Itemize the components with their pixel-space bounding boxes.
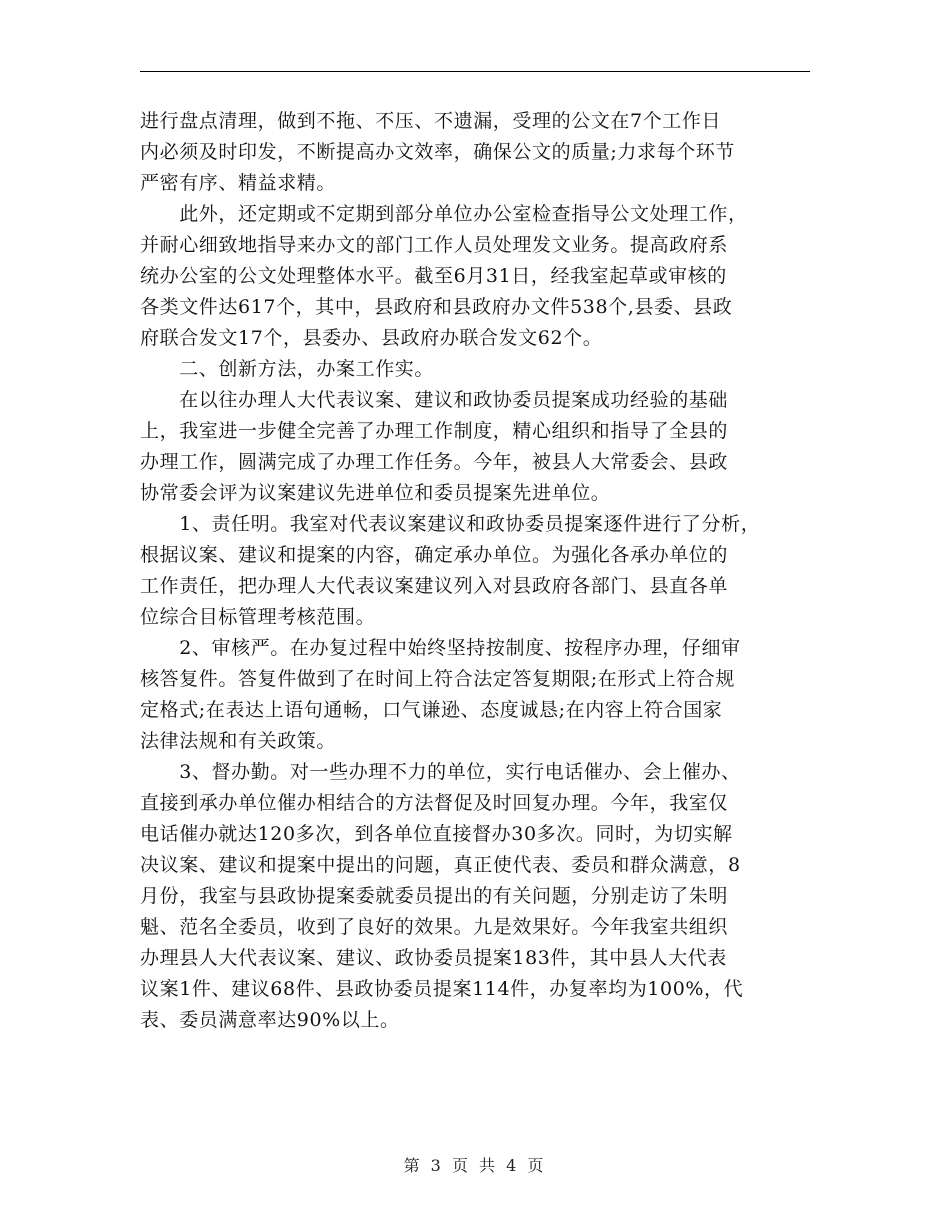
page-footer: 第 3 页 共 4 页 xyxy=(403,1156,547,1175)
text-line: 上，我室进一步健全完善了办理工作制度，精心组织和指导了全县的 xyxy=(140,420,729,442)
paragraph xyxy=(140,199,810,354)
text-line: 统办公室的公文处理整体水平。截至6月31日，经我室起草或审核的 xyxy=(140,265,727,287)
text-line: 内必须及时印发，不断提高办文效率，确保公文的质量;力求每个环节 xyxy=(140,141,736,163)
header-rule xyxy=(140,71,810,72)
text-line: 2、审核严。在办复过程中始终坚持按制度、按程序办理，仔细审 xyxy=(140,637,741,659)
paragraph xyxy=(140,633,810,757)
text-line: 魁、范名全委员，收到了良好的效果。九是效果好。今年我室共组织 xyxy=(140,916,729,938)
text-line: 月份，我室与县政协提案委就委员提出的有关问题，分别走访了朱明 xyxy=(140,885,729,907)
text-line: 办理县人大代表议案、建议、政协委员提案183件，其中县人大代表 xyxy=(140,947,727,969)
text-line: 直接到承办单位催办相结合的方法督促及时回复办理。今年，我室仅 xyxy=(140,792,729,814)
text-line: 3、督办勤。对一些办理不力的单位，实行电话催办、会上催办、 xyxy=(140,761,741,783)
text-line: 核答复件。答复件做到了在时间上符合法定答复期限;在形式上符合规 xyxy=(140,668,736,690)
text-line: 决议案、建议和提案中提出的问题，真正使代表、委员和群众满意，8 xyxy=(140,854,741,876)
text-line: 表、委员满意率达90%以上。 xyxy=(140,1009,400,1031)
text-line: 位综合目标管理考核范围。 xyxy=(140,606,376,628)
text-line: 二、创新方法，办案工作实。 xyxy=(140,358,435,380)
paragraph xyxy=(140,757,810,1036)
paragraph xyxy=(140,385,810,509)
text-line: 严密有序、精益求精。 xyxy=(140,172,337,194)
body-text xyxy=(140,106,810,1036)
text-line: 1、责任明。我室对代表议案建议和政协委员提案逐件进行了分析， xyxy=(140,513,761,535)
text-line: 法律法规和有关政策。 xyxy=(140,730,337,752)
text-line: 在以往办理人大代表议案、建议和政协委员提案成功经验的基础 xyxy=(140,389,729,411)
text-line: 议案1件、建议68件、县政协委员提案114件，办复率均为100%，代 xyxy=(140,978,744,1000)
text-line: 各类文件达617个，其中，县政府和县政府办文件538个,县委、县政 xyxy=(140,296,733,318)
text-line: 电话催办就达120多次，到各单位直接督办30多次。同时，为切实解 xyxy=(140,823,733,845)
text-line: 并耐心细致地指导来办文的部门工作人员处理发文业务。提高政府系 xyxy=(140,234,729,256)
text-line: 进行盘点清理，做到不拖、不压、不遗漏，受理的公文在7个工作日 xyxy=(140,110,722,132)
text-line: 办理工作，圆满完成了办理工作任务。今年，被县人大常委会、县政 xyxy=(140,451,729,473)
paragraph xyxy=(140,354,810,385)
text-line: 此外，还定期或不定期到部分单位办公室检查指导公文处理工作， xyxy=(140,203,748,225)
text-line: 根据议案、建议和提案的内容，确定承办单位。为强化各承办单位的 xyxy=(140,544,729,566)
text-line: 定格式;在表达上语句通畅，口气谦逊、态度诚恳;在内容上符合国家 xyxy=(140,699,723,721)
text-line: 工作责任，把办理人大代表议案建议列入对县政府各部门、县直各单 xyxy=(140,575,729,597)
text-line: 府联合发文17个，县委办、县政府办联合发文62个。 xyxy=(140,327,603,349)
paragraph xyxy=(140,509,810,633)
text-line: 协常委会评为议案建议先进单位和委员提案先进单位。 xyxy=(140,482,611,504)
paragraph xyxy=(140,106,810,199)
